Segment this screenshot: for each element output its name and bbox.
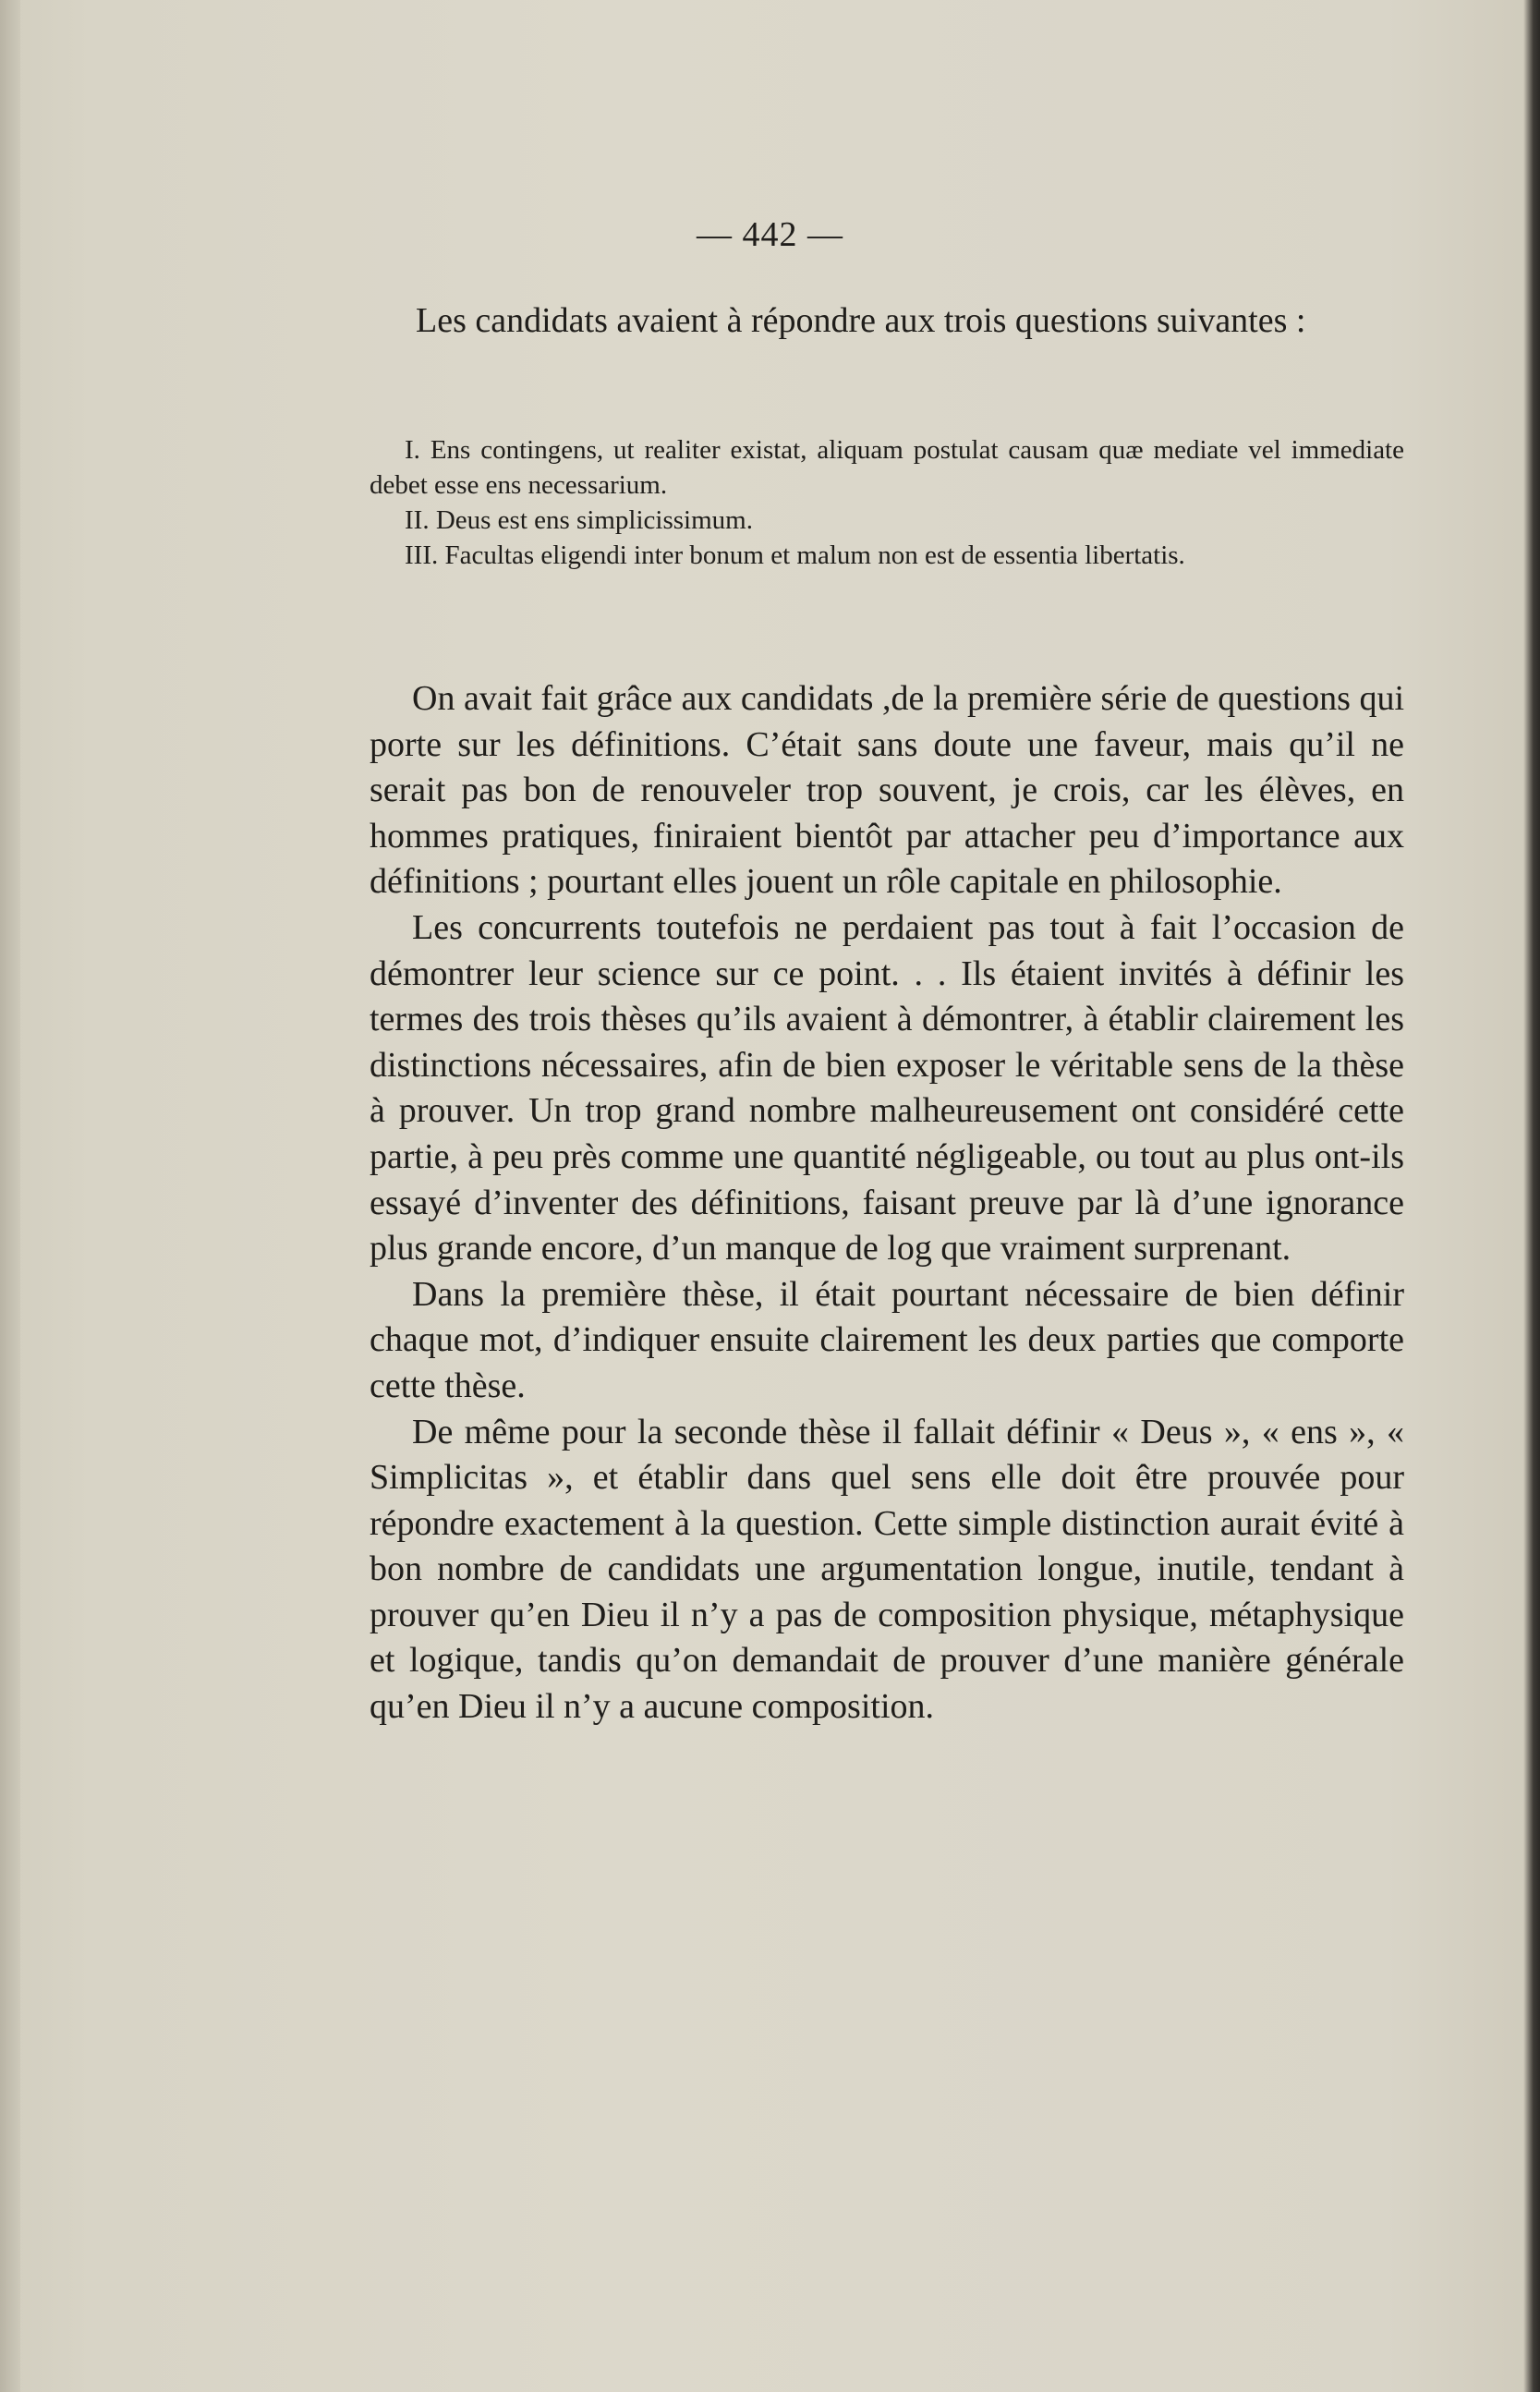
- paragraph-4: De même pour la seconde thèse il fallait définir « Deus », « ens », « Simplicitas », et établir dans quel sens elle doit être prouvée pour répondre exactement à la question. Cette simple distinction aurait évité à bon nombre de candidats une argumentation longue, inutile, tendant à prouver qu’en Dieu il n’y a pas de composition physique, métaphysique et logique, tandis qu’on demandait de prouver d’une manière générale qu’en Dieu il n’y a aucune composition.: [370, 1412, 1404, 1727]
- question-2: II. Deus est ens simplicissimum.: [405, 505, 753, 535]
- body-text: [370, 676, 1404, 1730]
- question-1: I. Ens contingens, ut realiter existat, aliquam postulat causam quæ mediate vel immediate debet esse ens necessarium.: [370, 435, 1404, 500]
- page-binding-edge: [0, 0, 20, 2392]
- page-right-edge-shadow: [1523, 0, 1540, 2392]
- intro-paragraph: Les candidats avaient à répondre aux trois questions suivantes :: [416, 301, 1306, 340]
- question-3: III. Facultas eligendi inter bonum et malum non est de essentia libertatis.: [405, 540, 1185, 570]
- intro-block: [370, 297, 1404, 344]
- paragraph-3: Dans la première thèse, il était pourtant nécessaire de bien définir chaque mot, d’indiquer ensuite clairement les deux parties que comporte cette thèse.: [370, 1274, 1404, 1405]
- page-number: — 442 —: [697, 215, 843, 254]
- questions-list: [370, 432, 1404, 573]
- paragraph-2: Les concurrents toutefois ne perdaient pas tout à fait l’occasion de démontrer leur science sur ce point. . . Ils étaient invités à définir les termes des trois thèses qu’ils avaient à démontrer, à établir clairement les distinctions nécessaires, afin de bien exposer le véritable sens de la thèse à prouver. Un trop grand nombre malheureusement ont considéré cette partie, à peu près comme une quantité négligeable, ou tout au plus ont-ils essayé d’inventer des définitions, faisant preuve par là d’une ignorance plus grande encore, d’un manque de log que vraiment surprenant.: [370, 907, 1404, 1269]
- paragraph-1: On avait fait grâce aux candidats ,de la première série de questions qui porte sur les définitions. C’était sans doute une faveur, mais qu’il ne serait pas bon de renouveler trop souvent, je crois, car les élèves, en hommes pratiques, finiraient bientôt par attacher peu d’importance aux définitions ; pourtant elles jouent un rôle capitale en philosophie.: [370, 679, 1404, 902]
